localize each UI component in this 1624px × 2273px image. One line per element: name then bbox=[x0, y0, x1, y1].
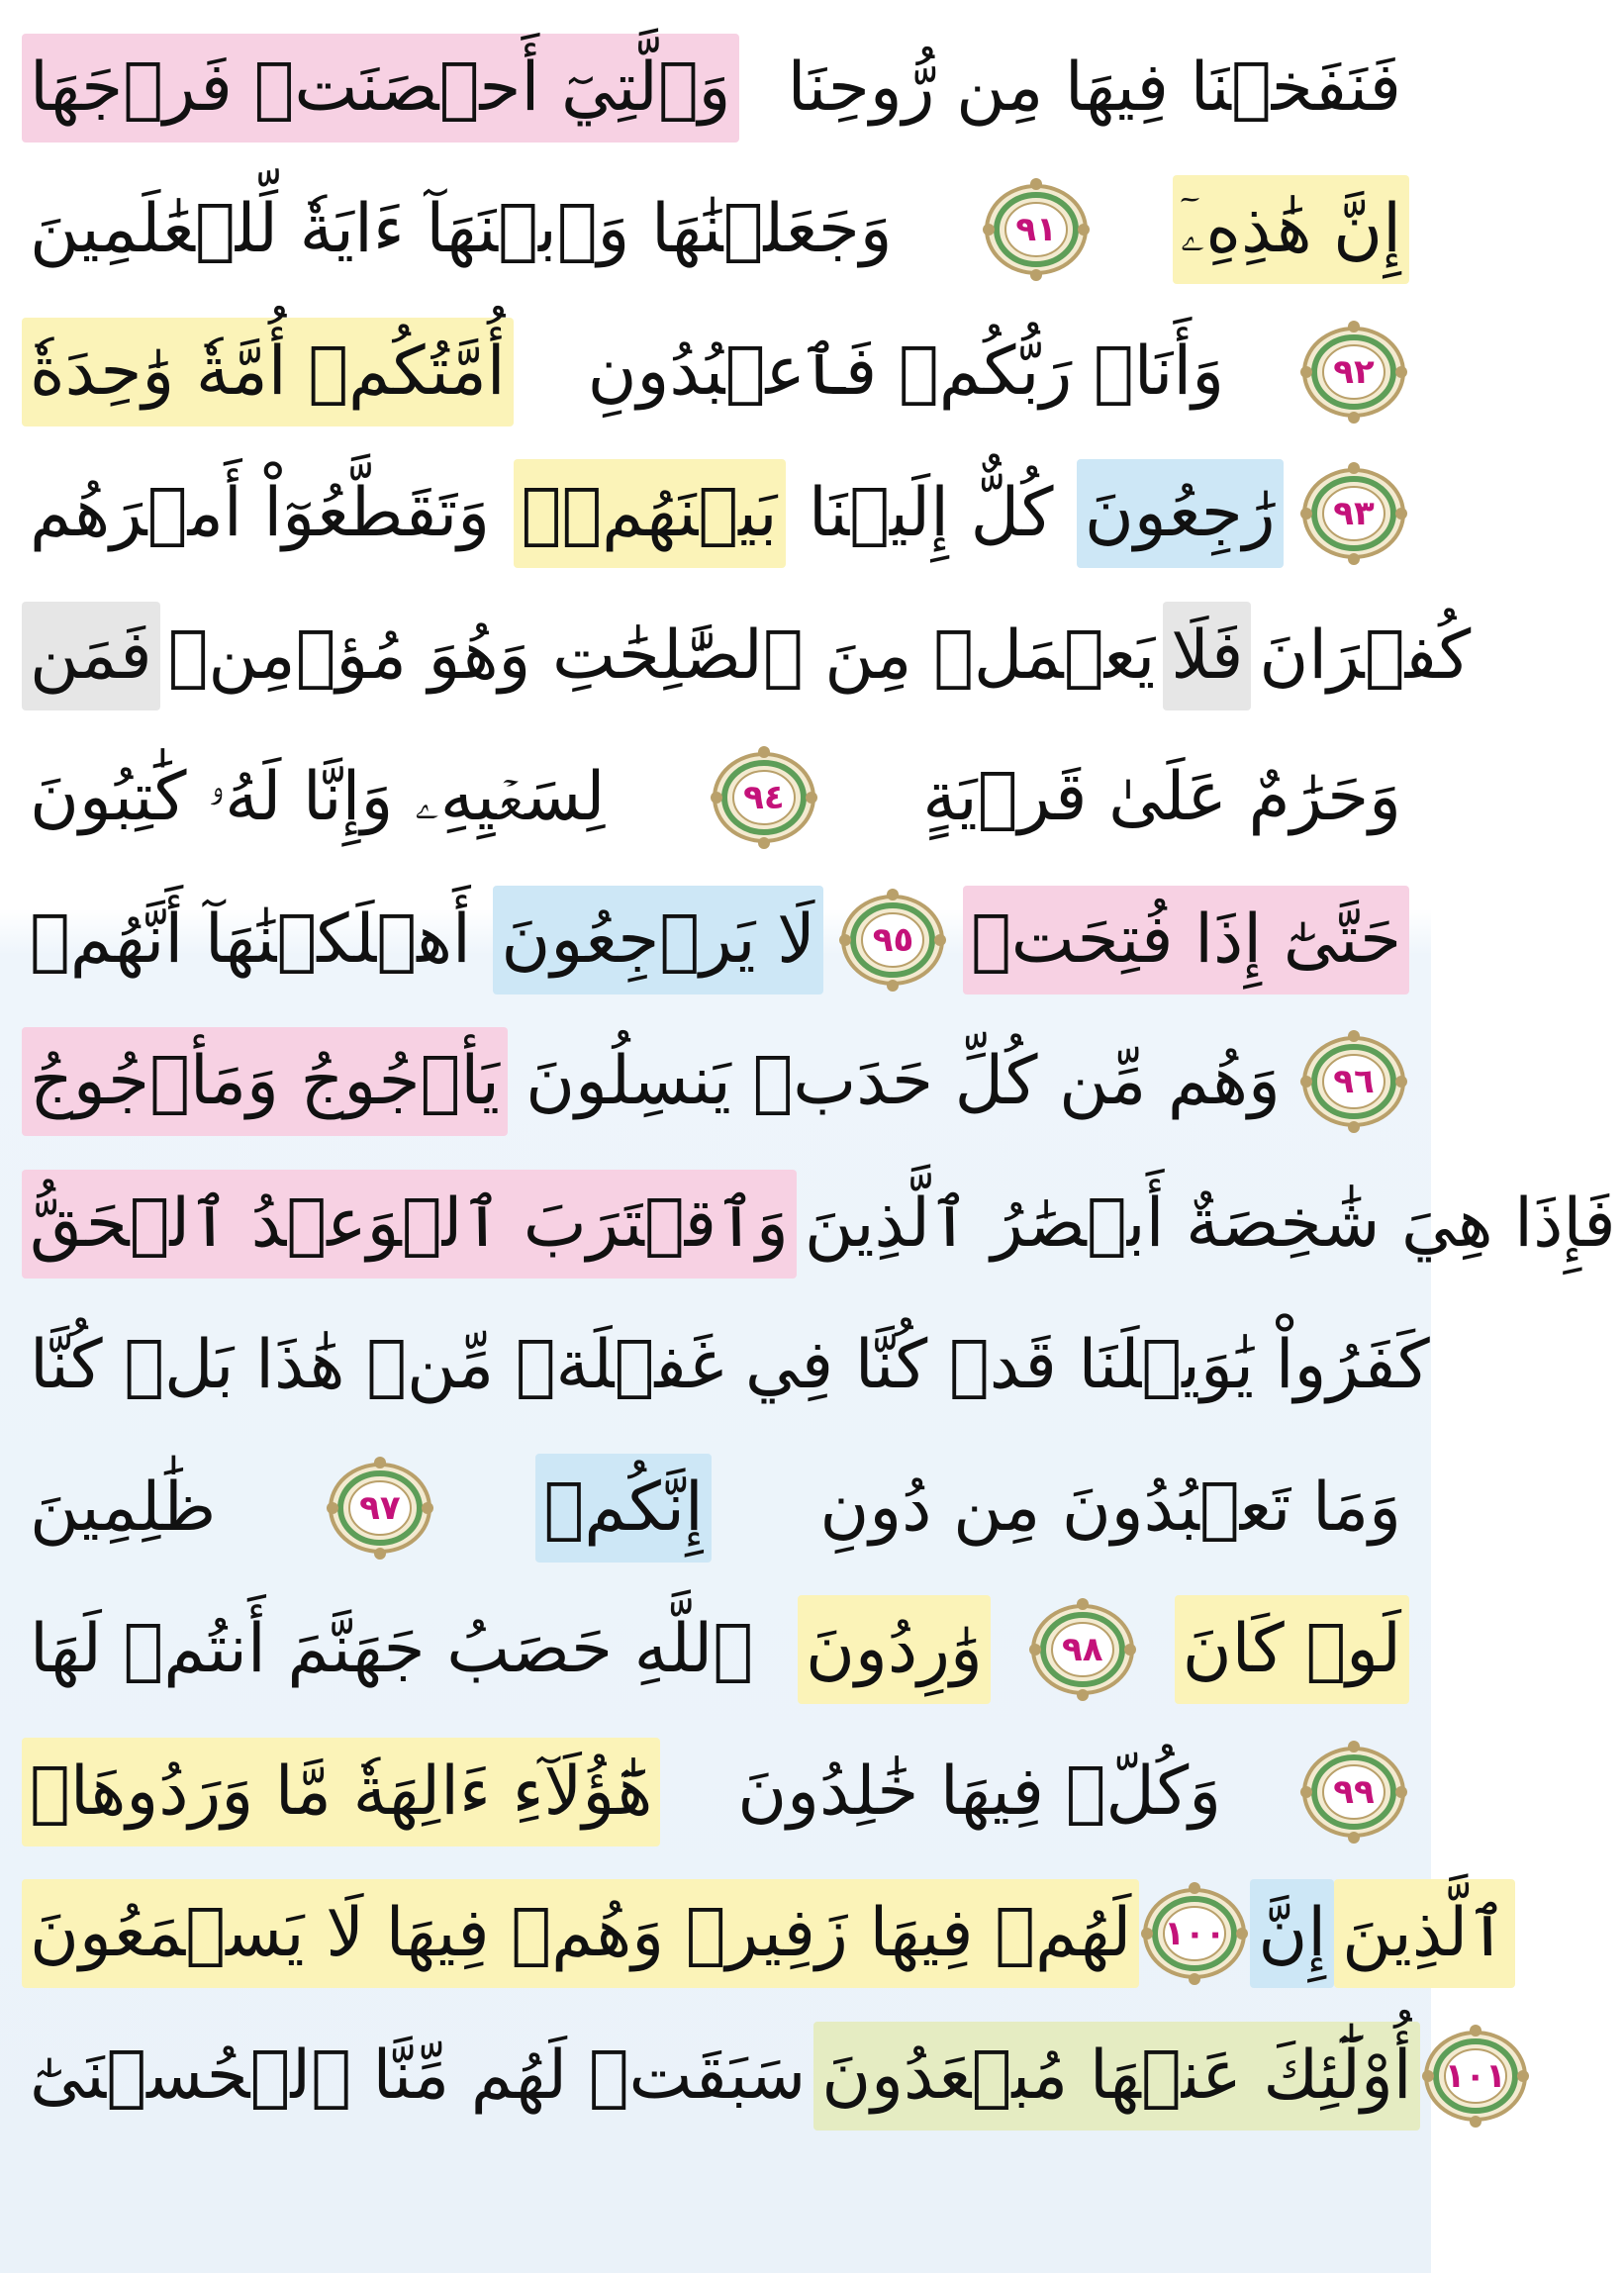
text-line bbox=[22, 1014, 1409, 1150]
text-line bbox=[22, 446, 1409, 582]
ayah-number: ٩٤ bbox=[743, 778, 785, 817]
highlighted-phrase: إِنَّكُمۡ bbox=[535, 1454, 711, 1563]
highlighted-phrase: بَيۡنَهُمۡۖ bbox=[514, 459, 786, 568]
highlighted-phrase: لَوۡ كَانَ bbox=[1175, 1595, 1409, 1704]
ayah-marker bbox=[981, 178, 1092, 281]
highlighted-phrase: حَتَّىٰٓ إِذَا فُتِحَتۡ bbox=[963, 886, 1409, 994]
verse-text: أَهۡلَكۡنَٰهَآ أَنَّهُمۡ bbox=[30, 900, 471, 979]
highlighted-phrase: وَٰرِدُونَ bbox=[798, 1595, 991, 1704]
ayah-marker bbox=[709, 746, 819, 849]
ayah-marker bbox=[1139, 1882, 1250, 1985]
highlighted-phrase: إِنَّ bbox=[1250, 1879, 1334, 1988]
ayah-number: ٩٧ bbox=[359, 1487, 401, 1528]
verse-text: فَنَفَخۡنَا فِيهَا مِن رُّوحِنَا bbox=[787, 47, 1401, 127]
highlighted-phrase: فَلَا bbox=[1163, 602, 1251, 710]
highlighted-phrase: أُمَّتُكُمۡ أُمَّةٗ وَٰحِدَةٗ bbox=[22, 318, 514, 426]
highlighted-phrase: وَٱقۡتَرَبَ ٱلۡوَعۡدُ ٱلۡحَقُّ bbox=[22, 1170, 797, 1279]
text-line bbox=[22, 1156, 1616, 1291]
ayah-marker bbox=[1027, 1598, 1138, 1701]
verse-text: وَجَعَلۡنَٰهَا وَٱبۡنَهَآ ءَايَةٗ لِّلۡعَٰلَمِينَ bbox=[30, 190, 893, 268]
highlighted-phrase: هَٰٓؤُلَآءِ ءَالِهَةٗ مَّا وَرَدُوهَاۖ bbox=[22, 1738, 660, 1847]
verse-text: كُلٌّ إِلَيۡنَا bbox=[808, 474, 1054, 552]
text-line bbox=[22, 872, 1409, 1007]
ayah-number: ٩٢ bbox=[1333, 351, 1375, 392]
verse-text: فَإِذَا هِيَ شَٰخِصَةٌ أَبۡصَٰرُ ٱلَّذِينَ bbox=[804, 1184, 1616, 1263]
ayah-marker bbox=[1298, 1741, 1409, 1844]
text-line bbox=[22, 20, 1409, 155]
highlighted-phrase: ٱلَّذِينَ bbox=[1334, 1879, 1515, 1988]
verse-text: يَعۡمَلۡ مِنَ ٱلصَّٰلِحَٰتِ وَهُوَ مُؤۡمِنٞ bbox=[167, 616, 1156, 695]
highlighted-phrase: فَمَن bbox=[22, 602, 160, 710]
verse-text: وَتَقَطَّعُوٓاْ أَمۡرَهُم bbox=[30, 474, 491, 552]
text-line bbox=[22, 304, 1409, 439]
ayah-number: ٩٦ bbox=[1333, 1062, 1375, 1101]
verse-text: وَهُم مِّن كُلِّ حَدَبٖ يَنسِلُونَ bbox=[525, 1042, 1281, 1120]
ayah-number: ١٠١ bbox=[1444, 2055, 1506, 2096]
verse-text: وَأَنَا۠ رَبُّكُمۡ فَٱعۡبُدُونِ bbox=[587, 331, 1225, 411]
ayah-number: ١٠٠ bbox=[1164, 1914, 1226, 1953]
highlighted-phrase: رَٰجِعُونَ bbox=[1077, 459, 1284, 568]
ayah-number: ٩٣ bbox=[1333, 494, 1375, 533]
ayah-marker bbox=[325, 1457, 435, 1560]
ayah-number: ٩٩ bbox=[1333, 1771, 1375, 1812]
verse-text: ٱللَّهِ حَصَبُ جَهَنَّمَ أَنتُمۡ لَهَا bbox=[30, 1610, 754, 1688]
highlighted-phrase: يَأۡجُوجُ وَمَأۡجُوجُ bbox=[22, 1027, 508, 1136]
text-line bbox=[22, 1866, 1508, 2002]
verse-text: وَكُلّٞ فِيهَا خَٰلِدُونَ bbox=[737, 1752, 1222, 1831]
ayah-marker bbox=[1420, 2025, 1531, 2128]
ayah-number: ٩٨ bbox=[1061, 1630, 1103, 1669]
text-line bbox=[22, 730, 1409, 866]
text-line bbox=[22, 588, 1472, 723]
highlighted-phrase: أُوْلَٰٓئِكَ عَنۡهَا مُبۡعَدُونَ bbox=[813, 2022, 1420, 2131]
text-line bbox=[22, 1724, 1409, 1859]
highlighted-phrase: لَهُمۡ فِيهَا زَفِيرٞ وَهُمۡ فِيهَا لَا يَسۡمَعُونَ bbox=[22, 1879, 1139, 1988]
highlighted-phrase: وَٱلَّتِيٓ أَحۡصَنَتۡ فَرۡجَهَا bbox=[22, 34, 739, 142]
verse-text: كُفۡرَانَ bbox=[1259, 616, 1472, 695]
verse-text: كَفَرُواْ يَٰوَيۡلَنَا قَدۡ كُنَّا فِي غَفۡلَةٖ مِّنۡ هَٰذَا بَلۡ كُنَّا bbox=[30, 1326, 1430, 1404]
ayah-marker bbox=[1298, 462, 1409, 565]
verse-text: لِسَعۡيِهِۦ وَإِنَّا لَهُۥ كَٰتِبُونَ bbox=[30, 758, 606, 836]
highlighted-phrase: إِنَّ هَٰذِهِۦٓ bbox=[1173, 175, 1409, 284]
verse-text: وَمَا تَعۡبُدُونَ مِن دُونِ bbox=[819, 1468, 1401, 1547]
text-line bbox=[22, 2008, 1506, 2143]
ayah-marker bbox=[837, 889, 948, 992]
text-line bbox=[22, 162, 1409, 298]
highlighted-phrase: لَا يَرۡجِعُونَ bbox=[493, 886, 823, 994]
ayah-number: ٩٥ bbox=[872, 919, 914, 960]
verse-text: سَبَقَتۡ لَهُم مِّنَّا ٱلۡحُسۡنَىٰٓ bbox=[30, 2036, 807, 2115]
verse-text: وَحَرَٰمٌ عَلَىٰ قَرۡيَةٍ bbox=[922, 758, 1401, 836]
ayah-number: ٩١ bbox=[1015, 210, 1057, 249]
ayah-marker bbox=[1298, 321, 1409, 424]
text-line bbox=[22, 1582, 1409, 1718]
ayah-marker bbox=[1298, 1030, 1409, 1133]
text-line bbox=[22, 1440, 1409, 1575]
verse-text: ظَٰلِمِينَ bbox=[30, 1468, 217, 1547]
text-line bbox=[22, 1298, 1430, 1434]
